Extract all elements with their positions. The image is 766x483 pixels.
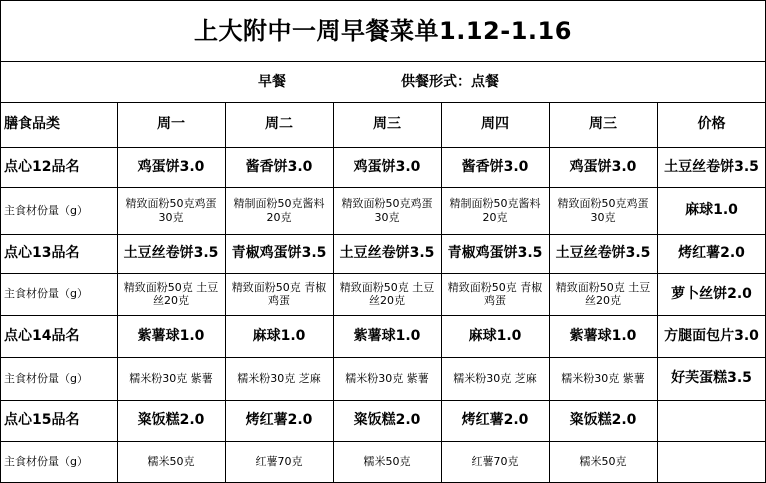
ingredient-cell: 红薯70克 [471,454,519,468]
row-label: 主食材份量（g） [4,203,88,217]
ingredient-cell: 精制面粉50克酱料20克 [449,197,541,224]
row-label: 点心13品名 [4,245,80,262]
ingredient-cell: 精致面粉50克 土豆丝20克 [339,280,435,307]
header-day: 周四 [481,116,509,133]
price-cell: 好芙蛋糕3.5 [671,370,752,387]
dish-name-cell: 土豆丝卷饼3.5 [339,245,435,262]
ingredient-cell: 糯米粉30克 芝麻 [237,371,321,385]
dish-name-cell: 青椒鸡蛋饼3.5 [231,245,327,262]
price-cell: 麻球1.0 [685,202,738,219]
header-day: 周二 [265,116,293,133]
ingredient-cell: 精致面粉50克鸡蛋30克 [341,197,433,224]
price-cell: 土豆丝卷饼3.5 [664,158,759,175]
row-label: 点心15品名 [4,412,80,429]
ingredient-cell: 精致面粉50克 青椒 鸡蛋 [231,280,327,307]
row-label: 主食材份量（g） [4,371,88,385]
price-cell: 萝卜丝饼2.0 [671,285,752,302]
header-day: 周三 [589,116,617,133]
ingredient-cell: 精致面粉50克 土豆丝20克 [555,280,651,307]
ingredient-cell: 糯米粉30克 紫薯 [345,371,429,385]
dish-name-cell: 青椒鸡蛋饼3.5 [447,245,543,262]
ingredient-cell: 糯米粉30克 紫薯 [561,371,645,385]
row-label: 点心14品名 [4,327,80,344]
dish-name-cell: 土豆丝卷饼3.5 [123,245,219,262]
ingredient-cell: 精致面粉50克 土豆丝20克 [123,280,219,307]
row-label: 主食材份量（g） [4,287,88,301]
ingredient-cell: 糯米粉30克 紫薯 [129,371,213,385]
dish-name-cell: 酱香饼3.0 [245,158,313,175]
header-day: 周三 [373,116,401,133]
ingredient-cell: 精致面粉50克 青椒 鸡蛋 [447,280,543,307]
ingredient-cell: 糯米50克 [147,454,195,468]
price-cell: 烤红薯2.0 [678,245,745,262]
dish-name-cell: 麻球1.0 [468,327,522,344]
price-cell: 方腿面包片3.0 [664,327,759,344]
row-divider [0,61,766,62]
header-category: 膳食品类 [4,116,60,133]
row-label: 主食材份量（g） [4,454,88,468]
dish-name-cell: 鸡蛋饼3.0 [353,158,421,175]
dish-name-cell: 麻球1.0 [252,327,306,344]
dish-name-cell: 粢饭糕2.0 [137,412,205,429]
dish-name-cell: 粢饭糕2.0 [569,412,637,429]
dish-name-cell: 鸡蛋饼3.0 [569,158,637,175]
ingredient-cell: 红薯70克 [255,454,303,468]
header-day: 周一 [157,116,185,133]
dish-name-cell: 紫薯球1.0 [569,327,637,344]
page-title: 上大附中一周早餐菜单1.12-1.16 [194,16,572,45]
row-divider [0,0,766,1]
dish-name-cell: 酱香饼3.0 [461,158,529,175]
header-price: 价格 [697,116,726,133]
ingredient-cell: 精致面粉50克鸡蛋30克 [557,197,649,224]
dish-name-cell: 烤红薯2.0 [245,412,313,429]
service-form-label: 供餐形式：点餐 [401,73,499,90]
price-cell [657,400,766,441]
ingredient-cell: 精制面粉50克酱料20克 [233,197,325,224]
dish-name-cell: 粢饭糕2.0 [353,412,421,429]
row-label: 点心12品名 [4,158,80,175]
price-cell [657,441,766,482]
dish-name-cell: 紫薯球1.0 [353,327,421,344]
ingredient-cell: 糯米粉30克 芝麻 [453,371,537,385]
dish-name-cell: 土豆丝卷饼3.5 [555,245,651,262]
dish-name-cell: 紫薯球1.0 [137,327,205,344]
dish-name-cell: 烤红薯2.0 [461,412,529,429]
meal-type-label: 早餐 [258,73,286,90]
ingredient-cell: 糯米50克 [363,454,411,468]
ingredient-cell: 精致面粉50克鸡蛋30克 [125,197,217,224]
ingredient-cell: 糯米50克 [579,454,627,468]
dish-name-cell: 鸡蛋饼3.0 [137,158,205,175]
